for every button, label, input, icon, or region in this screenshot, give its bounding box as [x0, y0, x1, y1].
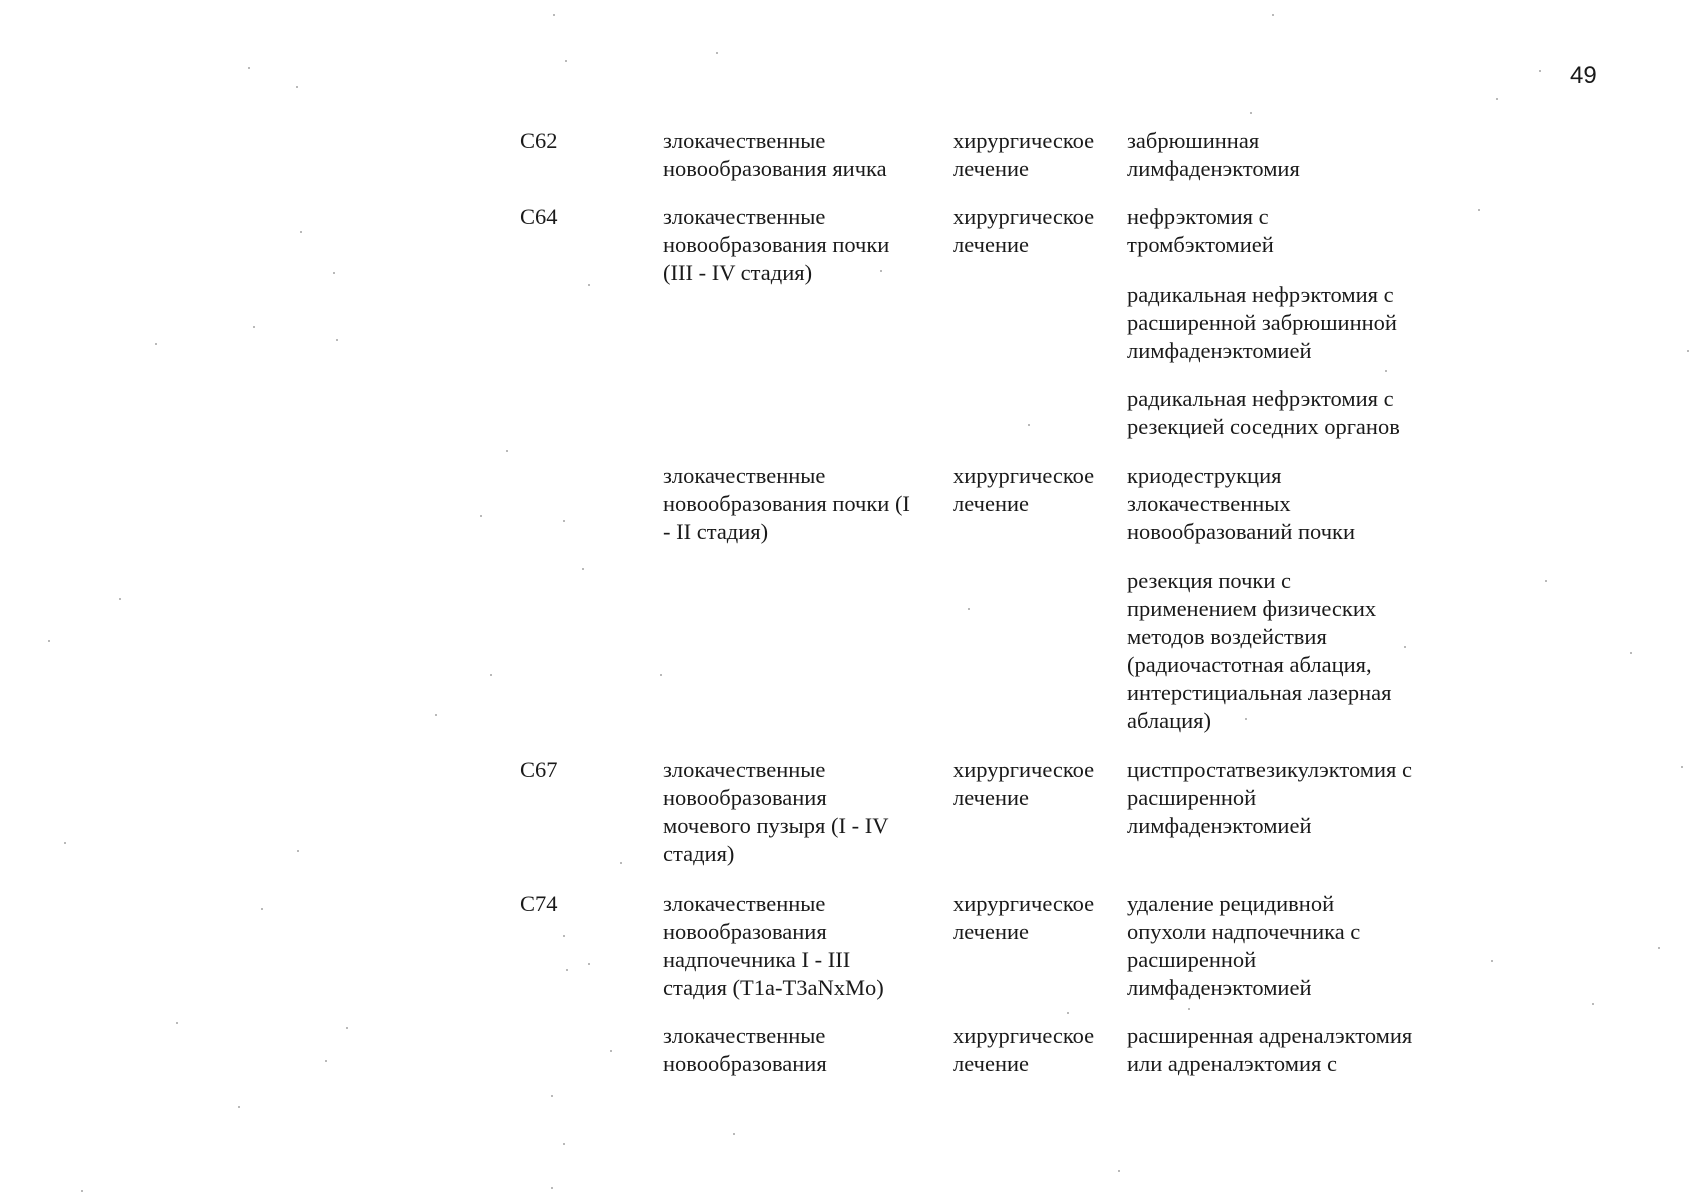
- treatment-method: радикальная нефрэктомия с резекцией соседних органов: [1127, 386, 1400, 439]
- treatment-type: хирургическое лечение: [953, 204, 1095, 257]
- treatment-method: расширенная адреналэктомия или адреналэктомия с: [1127, 1023, 1413, 1076]
- diagnosis: злокачественные новообразования мочевого пузыря (I - IV стадия): [663, 757, 889, 866]
- treatment-type: хирургическое лечение: [953, 463, 1095, 516]
- page-number: 49: [1570, 62, 1597, 89]
- treatment-method: нефрэктомия с тромбэктомией: [1127, 204, 1274, 257]
- diagnosis: злокачественные новообразования яичка: [663, 128, 887, 181]
- treatment-type: хирургическое лечение: [953, 891, 1095, 944]
- diagnosis: злокачественные новообразования почки (I - II стадия): [663, 463, 910, 544]
- icd-code: C62: [520, 128, 558, 153]
- icd-code: C67: [520, 757, 558, 782]
- treatment-type: хирургическое лечение: [953, 1023, 1095, 1076]
- diagnosis: злокачественные новообразования: [663, 1023, 827, 1076]
- icd-code: C64: [520, 204, 558, 229]
- treatment-method: криодеструкция злокачественных новообразований почки: [1127, 463, 1356, 544]
- treatment-type: хирургическое лечение: [953, 757, 1095, 810]
- diagnosis: злокачественные новообразования надпочечника I - III стадия (T1a-T3aNxMo): [663, 891, 884, 1000]
- treatment-method: резекция почки с применением физических методов воздействия (радиочастотная аблация, интерстициальная лазерная аблация): [1127, 568, 1392, 733]
- treatment-method: забрюшинная лимфаденэктомия: [1127, 128, 1300, 181]
- icd-code: C74: [520, 891, 558, 916]
- treatment-type: хирургическое лечение: [953, 128, 1095, 181]
- treatment-method: цистпростатвезикулэктомия с расширенной лимфаденэктомией: [1127, 757, 1413, 838]
- treatment-method: удаление рецидивной опухоли надпочечника с расширенной лимфаденэктомией: [1127, 891, 1361, 1000]
- diagnosis: злокачественные новообразования почки (III - IV стадия): [663, 204, 890, 285]
- treatment-method: радикальная нефрэктомия с расширенной забрюшинной лимфаденэктомией: [1127, 282, 1397, 363]
